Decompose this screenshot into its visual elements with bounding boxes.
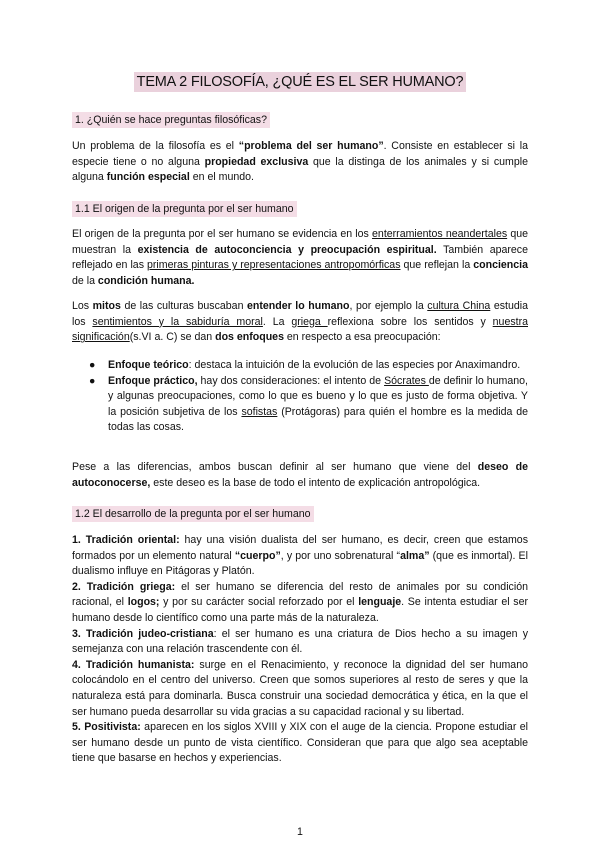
text-run: : destaca la intuición de la evolución de las especies por Anaximandro.	[188, 359, 521, 371]
text-run: . La	[262, 315, 292, 328]
underlined-run: primeras pinturas y representaciones antropomórficas	[147, 259, 401, 272]
bold-run: conciencia	[473, 259, 528, 272]
section-1-paragraph	[72, 139, 528, 186]
underlined-run: cultura China	[427, 300, 491, 312]
text-run: hay dos consideraciones: el intento de	[197, 374, 385, 387]
section-1-2-heading-block	[72, 504, 314, 522]
bold-run: 5. Positivista:	[72, 721, 141, 734]
page-number: 1	[297, 826, 303, 838]
list-item	[72, 533, 528, 580]
section-1-heading-block	[72, 110, 270, 128]
approaches-list	[72, 358, 528, 436]
section-1-heading: 1. ¿Quién se hace preguntas filosóficas?	[72, 112, 270, 128]
bold-run: condición humana.	[97, 274, 195, 287]
section-1-1-paragraph-1	[72, 227, 528, 289]
bold-run: dos enfoques	[215, 331, 284, 344]
section-1-1-paragraph-3	[72, 460, 528, 491]
bold-run: entender lo humano	[247, 300, 350, 312]
list-item	[72, 374, 528, 436]
text-run: que la distinga de los animales y si cumple alguna	[72, 155, 528, 184]
text-run: Un problema de la filosofía es el	[72, 140, 239, 152]
text-run: en respecto a esa preocupación:	[283, 331, 441, 344]
section-1-2-heading: 1.2 El desarrollo de la pregunta por el ser humano	[72, 506, 314, 522]
text-run: : el ser humano es una criatura de Dios hecho a su imagen y semejanza con una relación trascendente con él.	[72, 627, 529, 656]
underlined-run: sentimientos y la sabiduría moral	[92, 315, 263, 328]
bullet-icon: ●	[89, 359, 96, 371]
bold-run: “problema del ser humano”	[238, 140, 384, 152]
bold-run: 2. Tradición griega:	[72, 580, 176, 593]
text-run: . Consiste en establecer si la especie tiene o no alguna	[72, 140, 528, 168]
text-run: el ser humano se diferencia del resto de animales por su condición racional, el	[72, 580, 528, 609]
text-run: que muestran la	[72, 228, 529, 256]
text-run: Pese a las diferencias, ambos buscan definir al ser humano que viene del	[72, 461, 478, 473]
bold-run: propiedad exclusiva	[204, 155, 309, 168]
text-run: aparecen en los siglos XVIII y XIX con el auge de la ciencia. Propone estudiar el ser humano desde un punto de vista científico. Consideran que para que algo sea aceptable tiene que basarse en hechos y experiencias.	[72, 721, 529, 765]
list-item	[72, 720, 528, 767]
text-run: (Protágoras) para quién el hombre es la medida de todas las cosas.	[108, 405, 529, 434]
text-run: . Se intenta estudiar el ser humano desde lo científico como una parte más de la naturaleza.	[72, 596, 529, 624]
text-run: El origen de la pregunta por el ser humano se evidencia en los	[72, 228, 373, 240]
page-title: TEMA 2 FILOSOFÍA, ¿QUÉ ES EL SER HUMANO?	[134, 72, 467, 92]
list-item	[72, 358, 528, 374]
section-1-1-paragraph-2	[72, 299, 528, 346]
text-run: (que es inmortal). El dualismo influye en Pitágoras y Platón.	[72, 549, 528, 578]
text-run: en el mundo.	[189, 171, 254, 184]
bold-run: mitos	[92, 300, 121, 312]
underlined-run: nuestra significación	[72, 315, 528, 344]
text-run: surge en el Renacimiento, y reconoce la dignidad del ser humano colocándolo en el centro del universo. Creen que somos superiores al resto de seres y que la naturaleza está para dominarla. Busca construir una sociedad democrática y ética, en la que el ser humano pueda desarrollar su vida gracias a su capacidad racional y su libertad.	[72, 658, 528, 718]
bold-run: 3. Tradición judeo-cristiana	[72, 627, 214, 640]
text-run: estudia los	[72, 300, 529, 328]
text-run: de definir lo humano, y algunas preocupaciones, como lo que es bueno y lo que es justo de forma objetiva. Y la posición subjetiva de los	[108, 374, 528, 418]
text-run: (s.VI a. C) se dan	[129, 331, 216, 344]
text-run: También aparece reflejado en las	[72, 243, 528, 272]
underlined-run: sofistas	[241, 405, 278, 418]
text-run: , por ejemplo la	[349, 300, 428, 312]
text-run: y por su carácter social reforzado por el	[159, 596, 359, 609]
text-run: reflexiona sobre los sentidos y	[327, 315, 493, 328]
bullet-icon: ●	[89, 374, 96, 387]
text-run: Los	[72, 300, 93, 312]
underlined-run: griega	[291, 315, 328, 328]
list-item	[72, 627, 528, 658]
bold-run: Enfoque práctico,	[108, 374, 198, 387]
bold-run: deseo de autoconocerse,	[72, 461, 528, 489]
list-item	[72, 580, 528, 627]
bold-run: existencia de autoconciencia y preocupación espiritual.	[137, 243, 437, 256]
bold-run: Enfoque teórico	[108, 359, 189, 371]
section-1-1-heading-block	[72, 199, 297, 217]
underlined-run: Sócrates	[384, 374, 429, 387]
bold-run: logos;	[127, 596, 160, 609]
bold-run: 4. Tradición humanista:	[72, 658, 195, 671]
text-run: que reflejan la	[400, 259, 474, 272]
underlined-run: enterramientos neandertales	[372, 228, 508, 240]
bold-run: función especial	[106, 171, 190, 184]
text-run: hay una visión dualista del ser humano, es decir, creen que estamos formados por un elemento natural	[72, 534, 528, 562]
text-run: de la	[72, 274, 98, 287]
bold-run: lenguaje	[358, 596, 402, 609]
title-block	[0, 72, 600, 92]
text-run: de las culturas buscaban	[120, 300, 248, 312]
bold-run: 1. Tradición oriental:	[72, 534, 180, 546]
list-item	[72, 658, 528, 720]
traditions-list	[72, 533, 528, 767]
bold-run: “cuerpo”	[234, 549, 281, 562]
section-1-1-heading: 1.1 El origen de la pregunta por el ser humano	[72, 201, 297, 217]
bold-run: alma”	[400, 549, 430, 562]
text-run: , y por uno sobrenatural “	[280, 549, 401, 562]
text-run: este deseo es la base de todo el intento de explicación antropológica.	[150, 476, 481, 489]
